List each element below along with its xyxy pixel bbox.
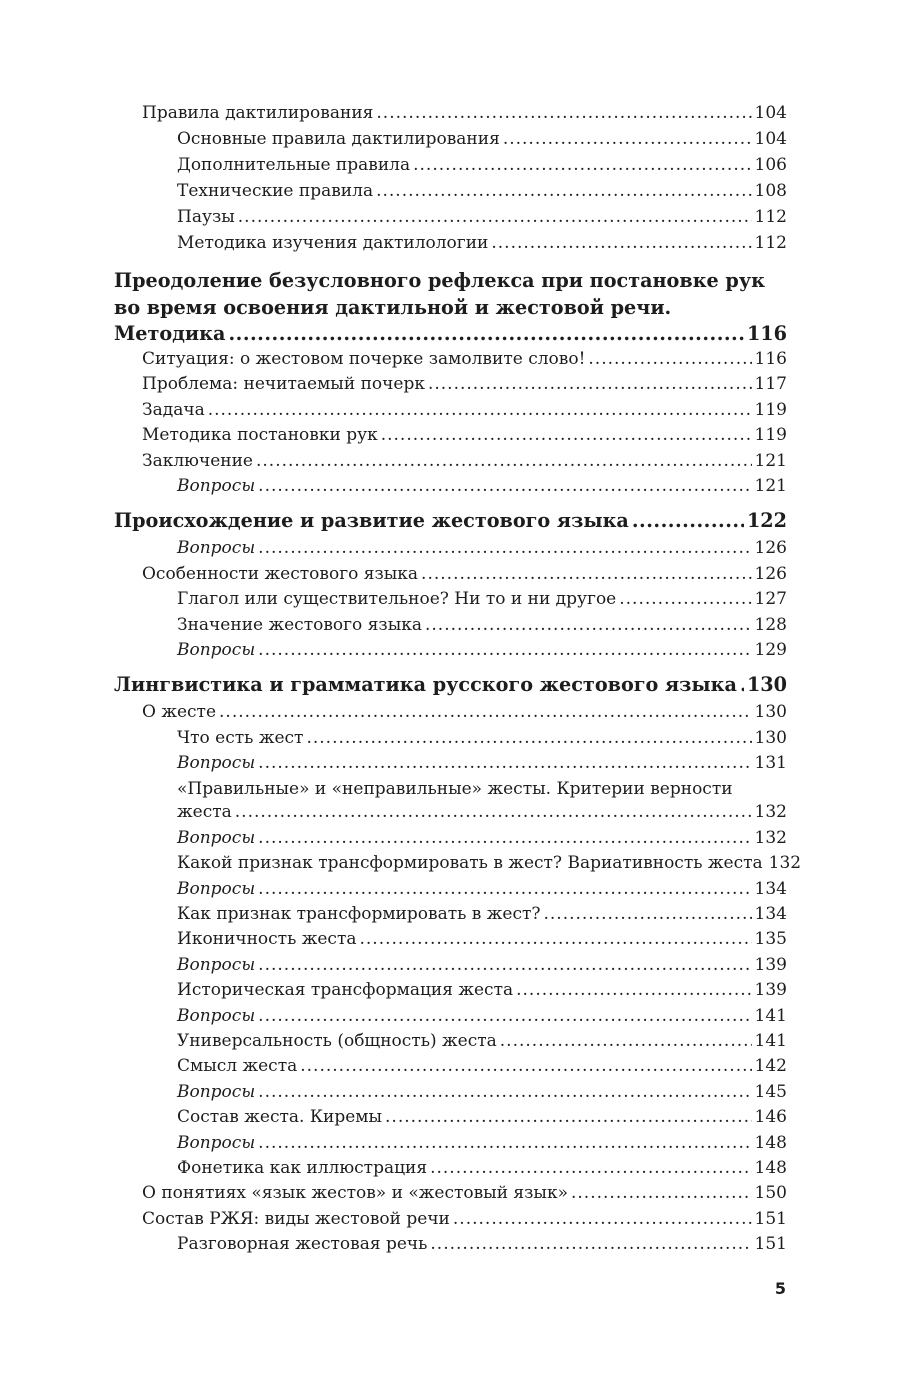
dot-leader xyxy=(258,1131,751,1156)
toc-entry xyxy=(114,1004,787,1029)
toc-entry-page: 121 xyxy=(754,475,787,496)
toc-entry-page: 134 xyxy=(754,904,787,925)
toc-entry xyxy=(114,587,787,612)
toc-entry xyxy=(114,953,787,978)
toc-entry-title: Заключение xyxy=(142,450,253,471)
dot-leader xyxy=(360,927,752,952)
dot-leader xyxy=(258,1004,751,1029)
dot-leader xyxy=(256,449,752,474)
dot-leader xyxy=(258,536,751,561)
section-heading-line: во время освоения дактильной и жестовой речи. xyxy=(114,295,672,319)
dot-leader xyxy=(385,1105,752,1130)
toc-entry-page: 130 xyxy=(754,702,787,723)
toc-entry-title: Как признак трансформировать в жест? xyxy=(177,904,541,925)
toc-entry-page: 117 xyxy=(754,374,787,395)
toc-entry-title: Вопросы xyxy=(177,878,256,899)
toc-entry-page: 151 xyxy=(754,1234,787,1255)
toc-entry xyxy=(114,826,787,851)
toc-entry xyxy=(114,613,787,638)
toc-entry xyxy=(114,1029,787,1054)
toc-entry-page: 121 xyxy=(754,450,787,471)
toc-entry xyxy=(114,1207,787,1232)
toc-section-title: Методика xyxy=(114,322,226,345)
toc-entry-title: Вопросы xyxy=(177,753,256,774)
toc-entry xyxy=(114,638,787,663)
dot-leader xyxy=(543,902,751,927)
toc-entry-title: Смысл жеста xyxy=(177,1056,298,1077)
toc-entry-title: Дополнительные правила xyxy=(177,155,411,175)
toc-entry-title: Состав жеста. Киремы xyxy=(177,1107,383,1128)
toc-entry-title: Какой признак трансформировать в жест? Вариативность жеста xyxy=(177,853,763,874)
toc-entry-page: 131 xyxy=(754,753,787,774)
dot-leader xyxy=(258,877,751,902)
toc-entry-page: 150 xyxy=(754,1183,787,1204)
section-heading-last-line xyxy=(114,672,787,698)
dot-leader xyxy=(428,372,752,397)
toc-entry-page: 104 xyxy=(754,103,787,123)
dot-leader xyxy=(219,700,752,725)
dot-leader xyxy=(413,152,751,178)
dot-leader xyxy=(588,347,751,372)
toc-entry-title: Особенности жестового языка xyxy=(142,563,419,584)
toc-entry xyxy=(114,178,787,204)
dot-leader xyxy=(258,474,751,499)
toc-entry-page: 126 xyxy=(754,563,787,584)
toc-entry xyxy=(114,204,787,230)
toc-entry-title: Фонетика как иллюстрация xyxy=(177,1157,428,1178)
toc-entry-page: 145 xyxy=(754,1081,787,1102)
toc-entry-title: Вопросы xyxy=(177,827,256,848)
dot-leader xyxy=(258,1080,751,1105)
toc-entry-title: Методика изучения дактилологии xyxy=(177,233,489,253)
toc-entry-page: 141 xyxy=(754,1005,787,1026)
dot-leader xyxy=(632,508,744,534)
dot-leader xyxy=(421,562,752,587)
toc-section-title: Происхождение и развитие жестового языка xyxy=(114,509,629,533)
toc-entry-page: 146 xyxy=(754,1107,787,1128)
toc-entry xyxy=(114,851,802,876)
section-heading-last-line xyxy=(114,508,787,534)
dot-leader xyxy=(503,126,752,152)
dot-leader xyxy=(235,800,752,825)
toc-entry-title: Иконичность жеста xyxy=(177,929,357,950)
toc-entry-title: Что есть жест xyxy=(177,727,304,748)
toc-entry-title: Вопросы xyxy=(177,1005,256,1026)
toc-entry xyxy=(114,700,787,725)
toc-entry-title: Правила дактилирования xyxy=(142,103,374,123)
toc-entry xyxy=(114,449,787,474)
toc-entry-title: Основные правила дактилирования xyxy=(177,129,500,149)
toc-entry-page: 127 xyxy=(754,589,787,610)
toc-section-heading xyxy=(114,508,787,534)
toc-entry xyxy=(114,1181,787,1206)
toc-entry xyxy=(114,230,787,256)
dot-leader xyxy=(381,423,752,448)
toc-section-page: 130 xyxy=(746,673,787,697)
dot-leader xyxy=(228,321,743,347)
dot-leader xyxy=(208,398,752,423)
toc-section-heading xyxy=(114,268,787,347)
toc-section-heading xyxy=(114,672,787,698)
dot-leader xyxy=(258,751,751,776)
toc-entry-title: Вопросы xyxy=(177,639,256,660)
toc-entry-page: 106 xyxy=(754,155,787,175)
toc-entry-page: 119 xyxy=(754,425,787,446)
toc-entry xyxy=(114,800,787,825)
toc-entry-title: О жесте xyxy=(142,702,217,723)
dot-leader xyxy=(238,204,752,230)
dot-leader xyxy=(740,672,744,698)
dot-leader xyxy=(258,826,751,851)
toc-entry-page: 116 xyxy=(754,349,787,369)
toc-entry xyxy=(114,877,787,902)
toc-entry xyxy=(114,372,787,397)
dot-leader xyxy=(430,1232,751,1257)
toc-entry-title: Задача xyxy=(142,399,205,420)
toc-entry-page: 141 xyxy=(754,1030,787,1051)
toc-entry-page: 128 xyxy=(754,614,787,635)
toc-entry xyxy=(114,978,787,1003)
toc-entry xyxy=(114,100,787,126)
toc-entry-title: Глагол или существительное? Ни то и ни другое xyxy=(177,589,617,610)
toc-entry-title: Технические правила xyxy=(177,181,374,201)
toc-entry-page: 148 xyxy=(754,1157,787,1178)
dot-leader xyxy=(500,1029,752,1054)
toc-entry-page: 112 xyxy=(754,233,787,253)
dot-leader xyxy=(491,230,751,256)
toc-entry-title: Универсальность (общность) жеста xyxy=(177,1030,497,1051)
dot-leader xyxy=(300,1054,751,1079)
section-heading-last-line xyxy=(114,321,787,347)
toc-entry-title: Вопросы xyxy=(177,954,256,975)
toc-entry-title: О понятиях «язык жестов» и «жестовый язык» xyxy=(142,1183,568,1204)
toc-entry xyxy=(114,751,787,776)
page-number: 5 xyxy=(774,1279,786,1298)
toc-entry xyxy=(114,1156,787,1181)
toc-entry-page: 126 xyxy=(754,538,787,559)
toc-entry xyxy=(114,1105,787,1130)
dot-leader xyxy=(376,100,751,126)
toc-entry-title: Состав РЖЯ: виды жестовой речи xyxy=(142,1208,450,1229)
table-of-contents xyxy=(114,100,802,1258)
toc-entry-title: Паузы xyxy=(177,207,235,227)
toc-entry xyxy=(114,562,787,587)
toc-entry-page: 142 xyxy=(754,1056,787,1077)
toc-entry xyxy=(114,1131,787,1156)
toc-entry-page: 132 xyxy=(768,853,802,874)
toc-entry-title: Методика постановки рук xyxy=(142,425,378,446)
toc-entry-title: Ситуация: о жестовом почерке замолвите слово! xyxy=(142,349,586,369)
toc-entry-page: 104 xyxy=(754,129,787,149)
toc-entry xyxy=(114,536,787,561)
toc-entry-page: 129 xyxy=(754,639,787,660)
toc-entry xyxy=(114,726,787,751)
toc-entry-title: Историческая трансформация жеста xyxy=(177,980,514,1001)
toc-entry xyxy=(114,347,787,372)
toc-entry-title: Вопросы xyxy=(177,475,256,496)
toc-section-page: 116 xyxy=(746,322,787,345)
toc-section-title: Лингвистика и грамматика русского жестового языка xyxy=(114,673,737,697)
dot-leader xyxy=(376,178,751,204)
toc-entry-title: жеста xyxy=(177,802,232,823)
toc-entry-page: 108 xyxy=(754,181,787,201)
toc-entry xyxy=(114,1054,787,1079)
toc-entry xyxy=(114,927,787,952)
toc-entry xyxy=(114,398,787,423)
toc-section-page: 122 xyxy=(746,509,787,533)
toc-entry-title: Проблема: нечитаемый почерк xyxy=(142,374,425,395)
toc-entry-page: 151 xyxy=(754,1208,787,1229)
dot-leader xyxy=(453,1207,752,1232)
toc-entry-page: 139 xyxy=(754,980,787,1001)
toc-entry-title: Вопросы xyxy=(177,1132,256,1153)
toc-entry-title: Вопросы xyxy=(177,1081,256,1102)
dot-leader xyxy=(306,726,751,751)
dot-leader xyxy=(430,1156,751,1181)
toc-entry-page: 134 xyxy=(754,878,787,899)
toc-entry xyxy=(114,474,787,499)
toc-entry xyxy=(114,423,787,448)
toc-entry-title: Вопросы xyxy=(177,538,256,559)
dot-leader xyxy=(516,978,751,1003)
toc-entry xyxy=(114,1080,787,1105)
section-heading-line: Преодоление безусловного рефлекса при постановке рук xyxy=(114,269,765,292)
toc-entry xyxy=(114,902,787,927)
dot-leader xyxy=(258,638,751,663)
dot-leader xyxy=(619,587,751,612)
toc-entry-page: 130 xyxy=(754,727,787,748)
toc-entry-page: 112 xyxy=(754,207,787,227)
toc-entry xyxy=(114,126,787,152)
dot-leader xyxy=(571,1181,752,1206)
dot-leader xyxy=(425,613,752,638)
toc-entry-page: 135 xyxy=(754,929,787,950)
toc-entry-title: Значение жестового языка xyxy=(177,614,422,635)
dot-leader xyxy=(258,953,751,978)
toc-entry-page: 139 xyxy=(754,954,787,975)
toc-entry-wrapped-line: «Правильные» и «неправильные» жесты. Критерии верности xyxy=(177,779,733,800)
toc-entry-page: 148 xyxy=(754,1132,787,1153)
toc-entry-title: Разговорная жестовая речь xyxy=(177,1234,428,1255)
toc-entry xyxy=(114,1232,787,1257)
toc-entry-page: 132 xyxy=(754,802,787,823)
toc-entry-page: 119 xyxy=(754,399,787,420)
toc-entry-page: 132 xyxy=(754,827,787,848)
toc-entry xyxy=(114,152,787,178)
